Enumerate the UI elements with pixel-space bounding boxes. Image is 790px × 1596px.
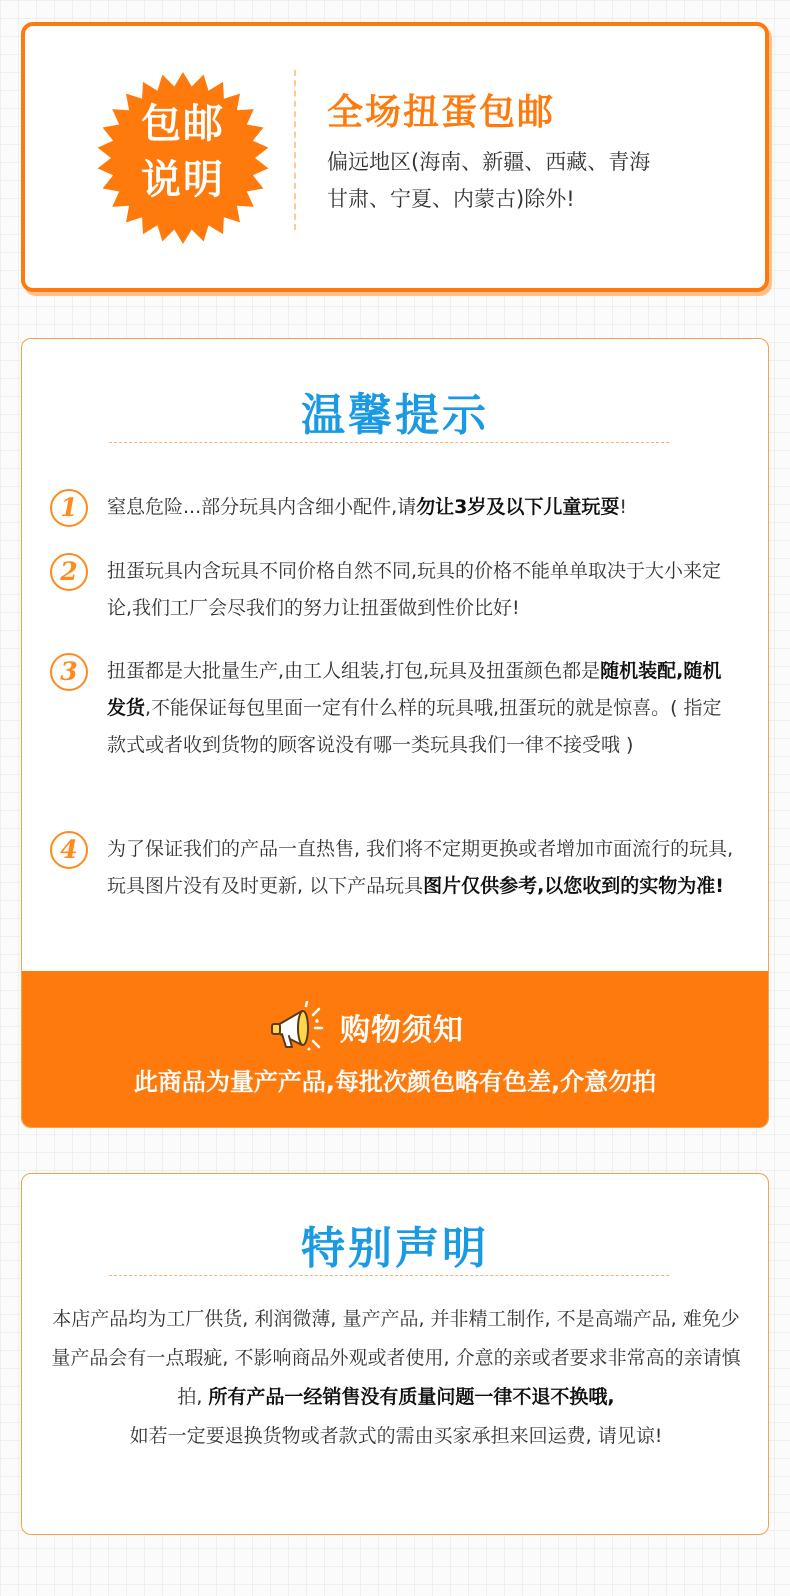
tip-text-1: 窒息危险...部分玩具内含细小配件,请勿让3岁及以下儿童玩耍! (107, 496, 628, 518)
tip-text-4: 为了保证我们的产品一直热售, 我们将不定期更换或者增加市面流行的玩具, 玩具图片没有及时更新, 以下产品玩具图片仅供参考,以您收到的实物为准! (107, 838, 734, 897)
special-statement-panel (21, 1173, 769, 1535)
notice-title: 购物须知 (340, 1013, 464, 1048)
warm-tips-panel (21, 338, 769, 1128)
tip-text-2: 扭蛋玩具内含玩具不同价格自然不同,玩具的价格不能单单取决于大小来定论,我们工厂会尽我们的努力让扭蛋做到性价比好! (107, 560, 722, 619)
free-shipping-banner (21, 22, 769, 292)
tip-3-emphasis: 随机装配,随机发货 (107, 660, 722, 719)
number-4-icon: 4 (50, 831, 88, 869)
shopping-notice-banner (22, 971, 768, 1128)
statement-title: 特别声明 (301, 1223, 489, 1274)
statement-text: 本店产品均为工厂供货, 利润微薄, 量产产品, 并非精工制作, 不是高端产品, 难免少量产品会有一点瑕疵, 不影响商品外观或者使用, 介意的亲或者要求非常高的亲请慎拍, 所有产品一经销售没有质量问题一律不退不换哦, 如若一定要退换货物或者款式的需由买家承担来回运费, 请见谅! (51, 1308, 741, 1447)
number-2-icon: 2 (50, 553, 88, 591)
tips-title: 温馨提示 (301, 390, 489, 441)
badge-line-1: 包邮 (141, 101, 225, 147)
shipping-desc-line-1: 偏远地区(海南、新疆、西藏、青海 (327, 150, 651, 174)
shipping-desc-line-2: 甘肃、宁夏、内蒙古)除外! (327, 187, 575, 211)
number-1-icon: 1 (50, 489, 88, 527)
shipping-badge-text (97, 96, 269, 208)
number-3-icon: 3 (50, 653, 88, 691)
notice-text: 此商品为量产产品,每批次颜色略有色差,介意勿拍 (133, 1068, 657, 1096)
tip-1-emphasis: 勿让3岁及以下儿童玩耍 (416, 496, 620, 518)
banner-divider (294, 70, 296, 230)
megaphone-icon (268, 1001, 324, 1055)
statement-divider (109, 1275, 669, 1276)
badge-line-2: 说明 (141, 157, 225, 203)
shipping-title: 全场扭蛋包邮 (327, 92, 556, 133)
tip-4-emphasis: 图片仅供参考,以您收到的实物为准! (423, 875, 724, 897)
tip-text-3: 扭蛋都是大批量生产,由工人组装,打包,玩具及扭蛋颜色都是随机装配,随机发货,不能保证每包里面一定有什么样的玩具哦,扭蛋玩的就是惊喜。( 指定款式或者收到货物的顾客说没有哪一类玩具我们一律不接受哦 ) (107, 660, 722, 756)
shipping-description (327, 144, 737, 218)
statement-emphasis: 所有产品一经销售没有质量问题一律不退不换哦, (208, 1386, 615, 1408)
tips-divider (109, 442, 669, 443)
